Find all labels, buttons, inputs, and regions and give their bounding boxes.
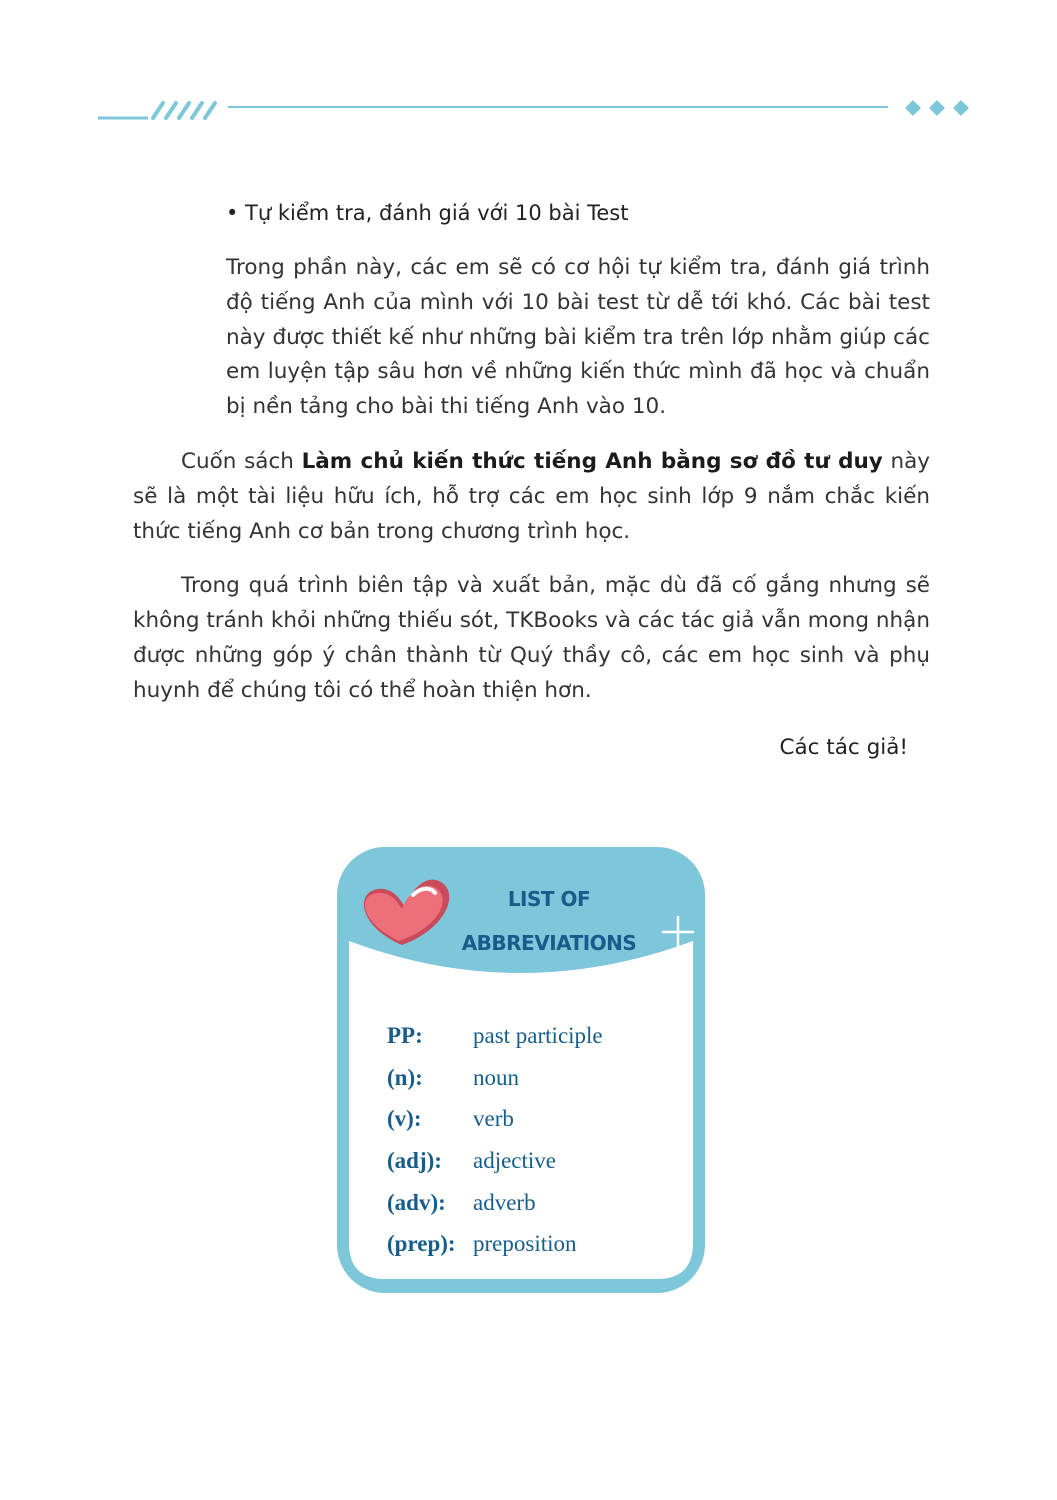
abbreviations-card — [335, 845, 707, 1295]
abbr-key: PP: — [387, 1022, 423, 1048]
abbreviation-list — [387, 1015, 687, 1265]
abbr-value: adverb — [473, 1189, 536, 1215]
signature: Các tác giả! — [779, 734, 908, 760]
test-section-body: Trong phần này, các em sẽ có cơ hội tự kiểm tra, đánh giá trình độ tiếng Anh của mình với 10 bài test từ dễ tới khó. Các bài test này được thiết kế như những bài kiểm tra trên lớp nhằm giúp các em luyện tập sâu hơn về những kiến thức mình đã học và chuẩn bị nền tảng cho bài thi tiếng Anh vào 10. — [226, 255, 930, 420]
list-item — [387, 1223, 687, 1265]
abbr-key: (adj): — [387, 1147, 442, 1173]
header-decoration — [0, 0, 1057, 140]
list-item — [387, 1182, 687, 1224]
abbr-key: (v): — [387, 1106, 422, 1132]
abbr-value: verb — [473, 1106, 514, 1132]
abbr-value: past participle — [473, 1022, 603, 1048]
list-item — [387, 1140, 687, 1182]
card-title-line1: LIST OF — [507, 887, 591, 911]
abbr-value: preposition — [473, 1231, 577, 1257]
abbr-key: (prep): — [387, 1231, 456, 1257]
book-intro-paragraph — [133, 445, 930, 549]
thanks-paragraph: Trong quá trình biên tập và xuất bản, mặc dù đã cố gắng nhưng sẽ không tránh khỏi những thiếu sót, TKBooks và các tác giả vẫn mong nhận được những góp ý chân thành từ Quý thầy cô, các em học sinh và phụ huynh để chúng tôi có thể hoàn thiện hơn. — [133, 573, 930, 703]
book-title: Làm chủ kiến thức tiếng Anh bằng sơ đồ tư duy — [301, 448, 883, 474]
abbr-value: adjective — [473, 1147, 557, 1173]
test-section-heading: • Tự kiểm tra, đánh giá với 10 bài Test — [226, 201, 629, 225]
card-title-line2: ABBREVIATIONS — [461, 931, 637, 955]
abbr-key: (n): — [387, 1064, 423, 1090]
slash-marks-icon — [153, 103, 215, 118]
list-item — [387, 1057, 687, 1099]
list-item — [387, 1015, 687, 1057]
abbr-value: noun — [473, 1064, 519, 1090]
abbr-key: (adv): — [387, 1189, 446, 1215]
book-intro-after: này sẽ là một tài liệu hữu ích, hỗ trợ các em học sinh lớp 9 nắm chắc kiến thức tiếng Anh cơ bản trong chương trình học. — [133, 448, 930, 544]
list-item — [387, 1098, 687, 1140]
book-intro-before: Cuốn sách — [181, 448, 302, 474]
diamond-icons — [905, 100, 969, 116]
page-content — [133, 195, 930, 765]
